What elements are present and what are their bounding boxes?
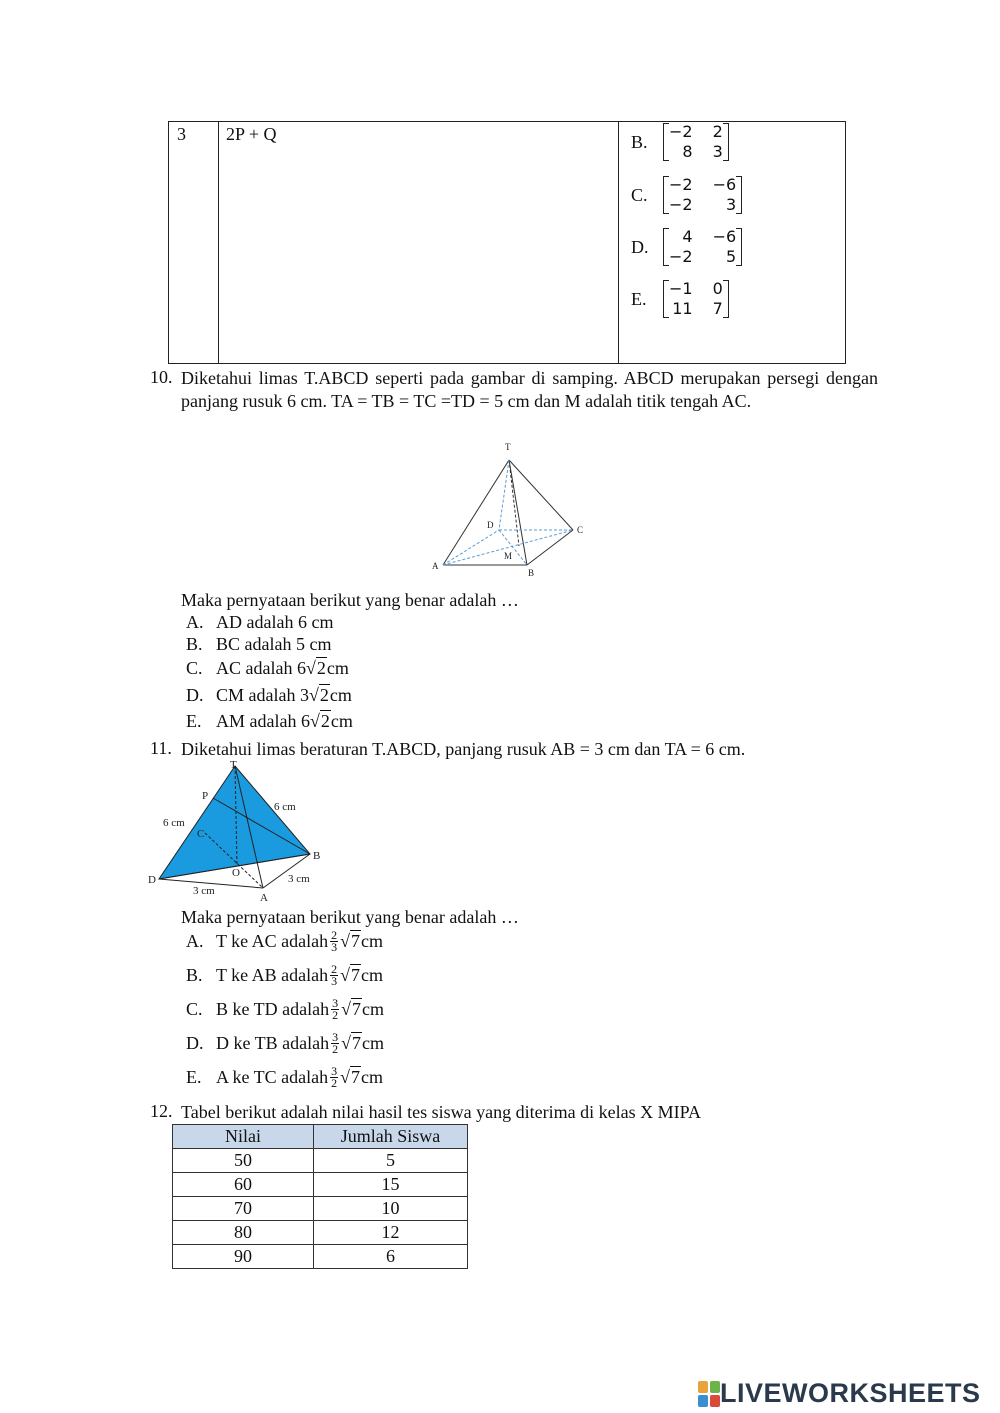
liveworksheets-logo[interactable] xyxy=(698,1378,981,1409)
table-row: 70 10 xyxy=(173,1197,468,1221)
choice-a[interactable]: A. T ke AC adalah $\frac{2}{3}$ √7 cm xyxy=(186,928,384,954)
choice-a[interactable]: A. AD adalah 6 cm xyxy=(186,612,334,632)
option-letter: D. xyxy=(631,236,649,257)
question-prompt: Maka pernyataan berikut yang benar adalah … xyxy=(181,590,519,610)
choice-c[interactable]: C. AC adalah 6 √2 cm xyxy=(186,658,349,678)
score-table xyxy=(172,1124,468,1269)
matrix: 4 −6 −2 5 xyxy=(663,227,742,267)
label-t: T xyxy=(505,442,511,452)
logo-icon xyxy=(698,1381,720,1407)
table-row: 50 5 xyxy=(173,1149,468,1173)
pyramid-figure-q10 xyxy=(425,438,595,578)
table-divider xyxy=(218,122,219,363)
matrix: −2 2 8 3 xyxy=(663,122,729,162)
table-header-row xyxy=(173,1125,468,1149)
brand-name: LIVEWORKSHEETS xyxy=(720,1378,981,1408)
choice-e[interactable]: E. A ke TC adalah $\frac{3}{2}$ √7 cm xyxy=(186,1064,384,1090)
label-d: D xyxy=(487,520,494,530)
label-m: M xyxy=(504,551,513,561)
question-text: Tabel berikut adalah nilai hasil tes siswa yang diterima di kelas X MIPA xyxy=(181,1102,701,1122)
header-nilai: Nilai xyxy=(173,1125,314,1149)
option-d[interactable] xyxy=(631,227,742,267)
option-letter: B. xyxy=(631,131,648,152)
label-b: B xyxy=(313,850,321,862)
table-row: 90 6 xyxy=(173,1245,468,1269)
question-text: Diketahui limas T.ABCD seperti pada gambar di samping. ABCD merupakan persegi dengan panjang rusuk 6 cm. TA = TB = TC =TD = 5 cm dan M adalah titik tengah AC. xyxy=(181,368,878,411)
label-side-left: 6 cm xyxy=(163,817,185,829)
table-row: 60 15 xyxy=(173,1173,468,1197)
table-row: 80 12 xyxy=(173,1221,468,1245)
answer-table xyxy=(168,121,846,364)
label-c: C xyxy=(577,525,584,535)
label-c: C xyxy=(197,828,205,840)
choice-d[interactable]: D. CM adalah 3 √2 cm xyxy=(186,685,352,705)
choice-b[interactable]: B. T ke AB adalah $\frac{2}{3}$ √7 cm xyxy=(186,962,384,988)
label-a: A xyxy=(432,561,439,571)
table-divider xyxy=(618,122,619,363)
label-o: O xyxy=(232,867,240,879)
option-e[interactable] xyxy=(631,279,729,319)
matrix-expression: 2P + Q xyxy=(226,124,277,144)
label-a: A xyxy=(260,892,268,904)
question-prompt: Maka pernyataan berikut yang benar adalah … xyxy=(181,907,519,927)
label-side-right: 6 cm xyxy=(274,801,296,813)
option-c[interactable] xyxy=(631,175,742,215)
label-b: B xyxy=(528,568,535,578)
label-d: D xyxy=(148,874,156,886)
row-number: 3 xyxy=(177,124,186,144)
label-p: P xyxy=(202,790,209,802)
question-number: 11. xyxy=(150,738,172,758)
choice-d[interactable]: D. D ke TB adalah $\frac{3}{2}$ √7 cm xyxy=(186,1030,385,1056)
choice-c[interactable]: C. B ke TD adalah $\frac{3}{2}$ √7 cm xyxy=(186,996,385,1022)
label-base-right: 3 cm xyxy=(288,873,310,885)
matrix: −2 −6 −2 3 xyxy=(663,175,742,215)
option-b[interactable] xyxy=(631,122,729,162)
question-number: 12. xyxy=(150,1101,173,1121)
label-t: T xyxy=(230,760,237,771)
choice-b[interactable]: B. BC adalah 5 cm xyxy=(186,634,332,654)
pyramid-figure-q11 xyxy=(145,760,330,905)
choice-e[interactable]: E. AM adalah 6 √2 cm xyxy=(186,711,353,731)
question-text: Diketahui limas beraturan T.ABCD, panjang rusuk AB = 3 cm dan TA = 6 cm. xyxy=(181,739,746,759)
option-letter: E. xyxy=(631,288,647,309)
matrix: −1 0 11 7 xyxy=(663,279,729,319)
option-letter: C. xyxy=(631,184,648,205)
label-base-left: 3 cm xyxy=(193,885,215,897)
header-jumlah-siswa: Jumlah Siswa xyxy=(314,1125,468,1149)
question-number: 10. xyxy=(150,367,173,387)
